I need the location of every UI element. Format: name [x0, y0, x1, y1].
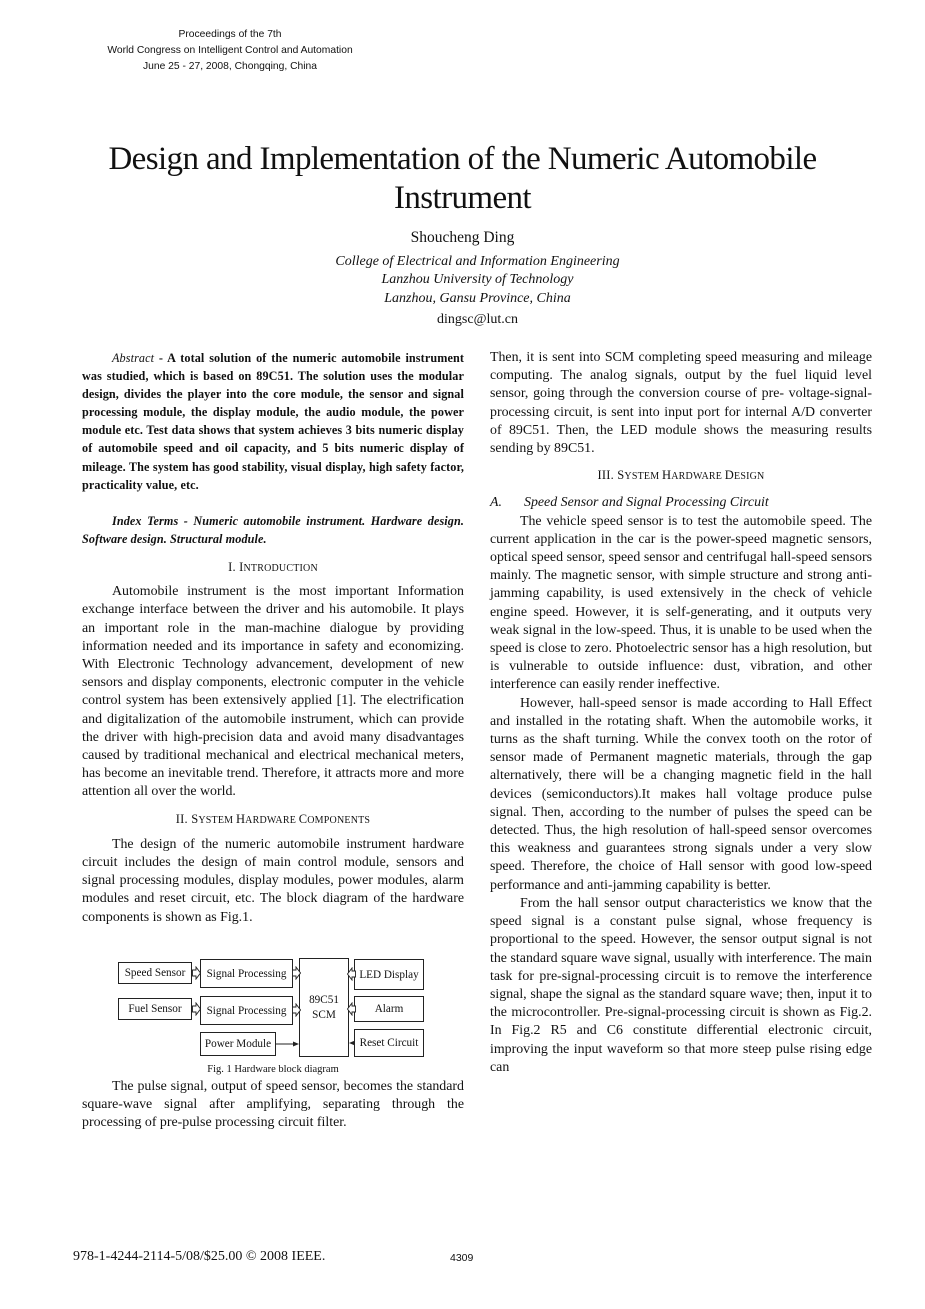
block-label: Power Module [204, 1038, 272, 1050]
affiliation-line: Lanzhou University of Technology [381, 272, 574, 288]
block-89c51-scm [299, 958, 349, 1057]
section-number: II. [175, 811, 192, 826]
copyright-notice: 978-1-4244-2114-5/08/$25.00 © 2008 IEEE. [73, 1249, 326, 1264]
word-initial: C [298, 811, 308, 826]
word-initial: H [235, 811, 246, 826]
section-heading-introduction [82, 558, 464, 578]
page-number: 4309 [450, 1252, 474, 1264]
proceedings-line: June 25 - 27, 2008, Chongqing, China [142, 61, 318, 72]
speed-sensor-paragraph-1: The vehicle speed sensor is to test the automobile speed. The current application in the car is the power-speed magnetic sensors, optical speed sensor, speed sensor and centrifugal hall-speed sensors mainly. The magnetic sensor, with simple structure and strong anti-jamming capability, is used extensively in the check of vehicle engine speed. However, it is self-generating, and it outputs very weak signal in the low-speed. Thus, it is unable to be used when the speed is close to zero. Photoelectric sensor has a high resolution, but is vulnerable to outside influence: dust, vibration, and other interference can easily render ineffective. [490, 513, 872, 693]
section-title-rest: NTRODUCTION [243, 562, 318, 574]
word-initial: S [191, 811, 199, 826]
word-initial: S [617, 468, 625, 483]
figure-1-caption: Fig. 1 Hardware block diagram [207, 1064, 339, 1075]
section-title-initial: I [239, 559, 244, 574]
hollow-arrow-left-icon [347, 967, 356, 981]
subsection-title: Speed Sensor and Signal Processing Circuit [524, 495, 769, 511]
figure-1-block-diagram [118, 958, 426, 1058]
title-line: Design and Implementation of the Numeric Automobile [108, 141, 817, 177]
hollow-arrow-right-icon [292, 1003, 301, 1017]
proceedings-header [80, 27, 380, 75]
scm-label-line: 89C51 [309, 993, 339, 1006]
section-heading-hardware-design [490, 466, 872, 486]
subsection-heading-speed-sensor [490, 494, 872, 512]
abstract [82, 349, 464, 494]
scm-label-line: SCM [312, 1008, 336, 1021]
word-rest: ARDWARE [245, 814, 299, 826]
intro-paragraph: Automobile instrument is the most important Information exchange interface between the driver and his automobile. It plays an important role in the man-machine dialogue by providing information needed and its importance in safety and economizing. With Electronic Technology advancement, development of new sensors and display components, electronic computer in the vehicle control system has been extensively applied [1]. The electrification and digitalization of the automobile instrument, which can provide the driver with high-precision data and avoid many disadvantages caused by traditional mechanical and electrical mechanical meters, has become an inevitable trend. Therefore, it attracts more and more attention all over the world. [82, 584, 464, 800]
block-signal-processing-1: Signal Processing [200, 959, 293, 988]
paper-title [40, 140, 885, 218]
subsection-label: A. [490, 495, 502, 511]
section-number: III. [597, 468, 618, 483]
abstract-text: - A total solution of the numeric automobile instrument was studied, which is based on 89C51. The solution uses the modular design, divides the player into the core module, the sensor and signal processing module, the display module, the audio module, the power module etc. Test data shows that system achieves 3 bits numeric display of automobile speed and oil capacity, and 5 bits numeric display of mileage. The system has good stability, visual display, high safety factor, practicality value, etc. [82, 351, 464, 492]
word-initial: H [662, 468, 672, 483]
author-email[interactable]: dingsc@lut.cn [437, 312, 518, 327]
block-power-module [200, 1032, 276, 1056]
left-column [82, 349, 464, 927]
pulse-signal-paragraph: The pulse signal, output of speed sensor, becomes the standard square-wave signal after amplifying, separating through the processing of pre-pulse processing circuit filter. [82, 1079, 464, 1131]
author-name: Shoucheng Ding [410, 229, 515, 246]
arrow-left-icon [349, 1039, 355, 1047]
hardware-components-paragraph: The design of the numeric automobile instrument hardware circuit includes the design of main control module, sensors and signal processing modules, display modules, power modules, alarm modules and reset circuit, etc. The block diagram of the hardware components is shown as Fig.1. [82, 836, 464, 925]
index-terms: Index Terms - Numeric automobile instrument. Hardware design. Software design. Structural module. [82, 513, 464, 546]
block-reset-circuit: Reset Circuit [354, 1029, 424, 1057]
proceedings-line: Proceedings of the 7th [178, 29, 282, 40]
block-speed-sensor: Speed Sensor [118, 962, 192, 984]
hollow-arrow-left-icon [347, 1002, 356, 1016]
block-alarm: Alarm [354, 996, 424, 1022]
section-number: I. [228, 559, 240, 574]
block-led-display: LED Display [354, 959, 424, 990]
left-column-bottom [82, 1078, 464, 1133]
right-column [490, 349, 872, 1077]
affiliation-line: College of Electrical and Information Engineering [335, 254, 620, 269]
affiliation [0, 253, 925, 308]
speed-sensor-paragraph-3: From the hall sensor output characteristics we know that the speed signal is a constant pulse signal, whose frequency is proportional to the speed. However, the sensor output signal is not the standard square wave signal, usually with interference. The main task for pre-signal-processing circuit is to remove the interference signal, shape the signal as the standard square wave; then, input it to the microcontroller. Pre-signal-processing circuit is shown as Fig.2. In Fig.2 R5 and C6 constitute differential electronic circuit, improving the input waveform so that more steep pulse rising edge can [490, 895, 872, 1075]
hollow-arrow-right-icon [192, 966, 201, 980]
word-initial: D [724, 468, 735, 483]
hollow-arrow-right-icon [192, 1002, 201, 1016]
proceedings-line: World Congress on Intelligent Control and Automation [107, 45, 353, 56]
arrow-right-icon [276, 1040, 300, 1048]
word-rest: ESIGN [734, 471, 765, 483]
word-rest: OMPONENTS [307, 814, 371, 826]
title-line: Instrument [394, 180, 531, 216]
block-fuel-sensor: Fuel Sensor [118, 998, 192, 1020]
word-rest: YSTEM [624, 471, 663, 483]
hollow-arrow-right-icon [292, 966, 301, 980]
speed-sensor-paragraph-2: However, hall-speed sensor is made according to Hall Effect and installed in the rotating shaft. When the automobile works, it turns as the shaft turning. While the convex tooth on the rotor of sensor made of Permanent magnetic materials, through the gap alternatively, there will be a changing magnetic field in the hall devices (semiconductors).It makes hall voltage produce pulse signal. Then, according to the number of pulses the speed can be detected. Thus, the high resolution of hall-speed sensor overcomes this weakness and guarantees strong signals under a very slow speed. Therefore, the choice of Hall sensor with good low-speed performance and anti-jamming capability is better. [490, 695, 872, 893]
word-rest: YSTEM [198, 814, 236, 826]
affiliation-line: Lanzhou, Gansu Province, China [384, 290, 571, 306]
section-heading-hardware-components [82, 810, 464, 830]
abstract-label: Abstract [112, 351, 155, 365]
block-signal-processing-2: Signal Processing [200, 996, 293, 1025]
hardware-components-continued: Then, it is sent into SCM completing speed measuring and mileage computing. The analog signals, output by the fuel liquid level sensor, going through the conversion course of pre- voltage-signal-processing circuit, is sent into input port for internal A/D converter of 89C51. Then, the LED module shows the measuring results sending by 89C51. [490, 350, 872, 457]
word-rest: ARDWARE [671, 471, 725, 483]
